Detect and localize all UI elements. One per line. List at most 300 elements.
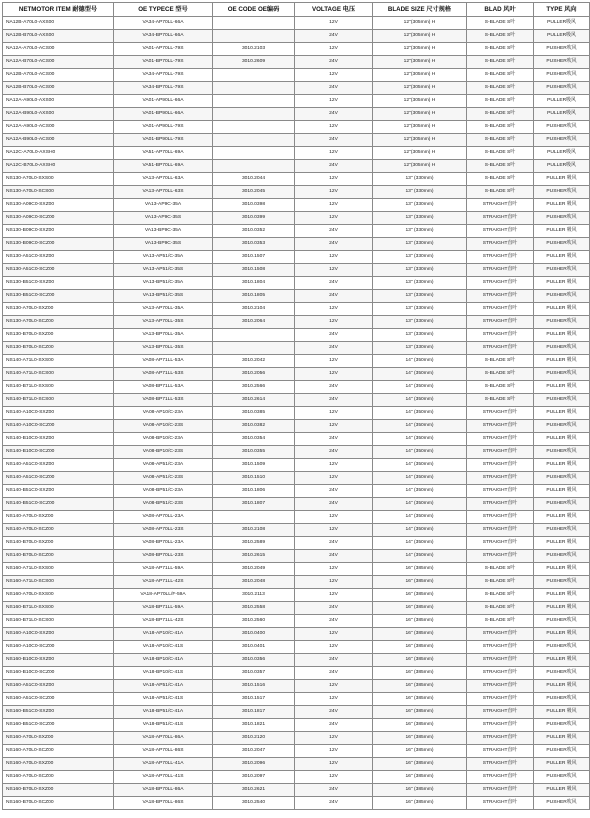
header-voltage: VOLTAGE 电压 xyxy=(295,3,373,17)
cell-oe-type: VA13-AP51/C-35S xyxy=(114,264,213,277)
cell-blade-size: 12"(305mm) H xyxy=(373,160,467,173)
cell-blade: STRAIGHT直叶 xyxy=(467,784,534,797)
cell-oe-code: 3010.2560 xyxy=(213,615,295,628)
cell-blade-size: 12"(305mm) H xyxy=(373,43,467,56)
cell-netmotor-item: NS130-A70L0-SCZ00 xyxy=(3,316,114,329)
cell-oe-code: 3010.1507 xyxy=(213,251,295,264)
table-row xyxy=(3,329,590,342)
cell-type: PUSHER吹风 xyxy=(534,56,590,69)
cell-oe-type: VA34-AP70LL-79S xyxy=(114,69,213,82)
cell-voltage: 24V xyxy=(295,433,373,446)
cell-oe-code: 3010.1517 xyxy=(213,693,295,706)
cell-blade: S-BLADE S叶 xyxy=(467,43,534,56)
table-row xyxy=(3,147,590,160)
cell-oe-type: VA13-AP70LL-35S xyxy=(114,316,213,329)
cell-oe-code: 3010.2104 xyxy=(213,303,295,316)
table-row xyxy=(3,745,590,758)
cell-blade-size: 12"(305mm) H xyxy=(373,82,467,95)
cell-netmotor-item: NS160-A70L0-SCZ00 xyxy=(3,745,114,758)
cell-oe-type: VA01-BP70LL-79S xyxy=(114,56,213,69)
cell-oe-type: VA18-BP51/C-41S xyxy=(114,719,213,732)
cell-blade-size: 13" (330mm) xyxy=(373,199,467,212)
cell-type: PUSHER吹风 xyxy=(534,69,590,82)
cell-oe-code xyxy=(213,69,295,82)
cell-voltage: 12V xyxy=(295,524,373,537)
cell-blade-size: 12"(305mm) H xyxy=(373,17,467,30)
cell-voltage: 12V xyxy=(295,186,373,199)
cell-oe-code: 3010.2609 xyxy=(213,56,295,69)
table-row xyxy=(3,316,590,329)
cell-oe-type: VA18-AP70LL-41A xyxy=(114,758,213,771)
cell-blade-size: 14" (350mm) xyxy=(373,446,467,459)
cell-oe-type: VA08-BP10/C-23A xyxy=(114,433,213,446)
table-row xyxy=(3,537,590,550)
table-row xyxy=(3,277,590,290)
cell-blade-size: 12"(305mm) H xyxy=(373,108,467,121)
cell-voltage: 24V xyxy=(295,615,373,628)
cell-oe-code: 3010.0401 xyxy=(213,641,295,654)
cell-blade: STRAIGHT直叶 xyxy=(467,420,534,433)
cell-type: PULLER 吸风 xyxy=(534,680,590,693)
cell-oe-type: VA08-BP70LL-23A xyxy=(114,537,213,550)
cell-netmotor-item: NA12B-A70L0-ACS00 xyxy=(3,69,114,82)
cell-blade-size: 16" (385mm) xyxy=(373,758,467,771)
cell-netmotor-item: NS130-B70L0-SCZ00 xyxy=(3,342,114,355)
table-row xyxy=(3,576,590,589)
cell-voltage: 12V xyxy=(295,368,373,381)
table-row xyxy=(3,342,590,355)
cell-blade-size: 14" (350mm) xyxy=(373,381,467,394)
cell-blade-size: 13" (330mm) xyxy=(373,342,467,355)
cell-oe-type: VA01-BP90LL-79S xyxy=(114,134,213,147)
table-row xyxy=(3,186,590,199)
cell-blade: STRAIGHT直叶 xyxy=(467,277,534,290)
cell-oe-type: VA08-BP71LL-53A xyxy=(114,381,213,394)
cell-blade-size: 16" (385mm) xyxy=(373,615,467,628)
cell-oe-code: 3010.2044 xyxy=(213,173,295,186)
cell-blade-size: 12"(305mm) H xyxy=(373,56,467,69)
cell-oe-code xyxy=(213,108,295,121)
cell-oe-code: 3010.1510 xyxy=(213,472,295,485)
cell-voltage: 24V xyxy=(295,134,373,147)
cell-blade: STRAIGHT直叶 xyxy=(467,199,534,212)
cell-netmotor-item: NS130-A51C0-SXZ00 xyxy=(3,251,114,264)
cell-oe-type: VA13-BP70LL-35S xyxy=(114,342,213,355)
cell-blade: STRAIGHT直叶 xyxy=(467,433,534,446)
cell-oe-code xyxy=(213,134,295,147)
cell-oe-type: VA18-BP71LL-59A xyxy=(114,602,213,615)
cell-oe-type: VA13-AP51/C-35A xyxy=(114,251,213,264)
cell-oe-type: VA18-AP51/C-41S xyxy=(114,693,213,706)
cell-blade-size: 14" (350mm) xyxy=(373,368,467,381)
cell-oe-code xyxy=(213,95,295,108)
cell-voltage: 12V xyxy=(295,589,373,602)
cell-oe-code: 3010.2113 xyxy=(213,589,295,602)
cell-netmotor-item: NS160-A71L0-SXS00 xyxy=(3,563,114,576)
cell-oe-type: VA34-BP70LL-66A xyxy=(114,30,213,43)
cell-oe-code xyxy=(213,511,295,524)
cell-type: PUSHER吹风 xyxy=(534,615,590,628)
cell-type: PULLER 吸风 xyxy=(534,563,590,576)
cell-blade: S-BLADE S叶 xyxy=(467,602,534,615)
table-row xyxy=(3,732,590,745)
cell-netmotor-item: NS140-B51C0-SCZ00 xyxy=(3,498,114,511)
cell-blade-size: 14" (350mm) xyxy=(373,420,467,433)
cell-blade-size: 14" (350mm) xyxy=(373,537,467,550)
cell-blade: S-BLADE S叶 xyxy=(467,173,534,186)
cell-blade-size: 16" (385mm) xyxy=(373,693,467,706)
cell-oe-type: VA08-BP70LL-23S xyxy=(114,550,213,563)
cell-type: PULLER 吸风 xyxy=(534,628,590,641)
table-row xyxy=(3,30,590,43)
cell-type: PUSHER吹风 xyxy=(534,134,590,147)
cell-blade: STRAIGHT直叶 xyxy=(467,745,534,758)
cell-oe-type: VA18-AP51/C-41A xyxy=(114,680,213,693)
cell-netmotor-item: NA12A-B90L0-AXS00 xyxy=(3,108,114,121)
table-row xyxy=(3,407,590,420)
cell-blade: STRAIGHT直叶 xyxy=(467,472,534,485)
table-row xyxy=(3,667,590,680)
cell-oe-code: 3010.2558 xyxy=(213,602,295,615)
cell-blade: STRAIGHT直叶 xyxy=(467,537,534,550)
cell-blade-size: 16" (385mm) xyxy=(373,732,467,745)
cell-oe-type: VA08-AP51/C-23A xyxy=(114,459,213,472)
table-row xyxy=(3,797,590,810)
table-row xyxy=(3,784,590,797)
cell-type: PULLER 吸风 xyxy=(534,329,590,342)
cell-voltage: 12V xyxy=(295,147,373,160)
table-row xyxy=(3,446,590,459)
table-row xyxy=(3,628,590,641)
cell-voltage: 12V xyxy=(295,732,373,745)
cell-netmotor-item: NS140-B10C0-SXZ00 xyxy=(3,433,114,446)
cell-type: PULLER吸风 xyxy=(534,108,590,121)
cell-blade: S-BLADE S叶 xyxy=(467,394,534,407)
cell-voltage: 24V xyxy=(295,550,373,563)
cell-voltage: 24V xyxy=(295,329,373,342)
cell-type: PULLER吸风 xyxy=(534,160,590,173)
cell-netmotor-item: NS140-B71L0-SCS00 xyxy=(3,394,114,407)
cell-oe-code xyxy=(213,342,295,355)
cell-netmotor-item: NS140-A51C0-SCZ00 xyxy=(3,472,114,485)
table-row xyxy=(3,758,590,771)
cell-voltage: 24V xyxy=(295,277,373,290)
cell-blade: S-BLADE S叶 xyxy=(467,121,534,134)
cell-blade: STRAIGHT直叶 xyxy=(467,329,534,342)
cell-oe-code: 3010.0356 xyxy=(213,654,295,667)
cell-oe-type: VA13-AP70LL-63A xyxy=(114,173,213,186)
cell-oe-type: VA13-AP9C-35S xyxy=(114,212,213,225)
cell-netmotor-item: NA12B-B70L0-AXS00 xyxy=(3,30,114,43)
table-row xyxy=(3,498,590,511)
cell-blade: STRAIGHT直叶 xyxy=(467,771,534,784)
cell-netmotor-item: NA12C-B70L0-AXSH0 xyxy=(3,160,114,173)
cell-blade-size: 13" (330mm) xyxy=(373,277,467,290)
cell-netmotor-item: NS160-B70L0-SCZ00 xyxy=(3,797,114,810)
cell-netmotor-item: NS160-A70L0-SXZ00 xyxy=(3,732,114,745)
cell-netmotor-item: NS140-A10C0-SCZ00 xyxy=(3,420,114,433)
table-row xyxy=(3,550,590,563)
cell-oe-code: 3010.2614 xyxy=(213,394,295,407)
table-row xyxy=(3,43,590,56)
cell-blade-size: 13" (330mm) xyxy=(373,238,467,251)
cell-netmotor-item: NS160-B71L0-SCS00 xyxy=(3,615,114,628)
cell-type: PUSHER吹风 xyxy=(534,719,590,732)
cell-blade: STRAIGHT直叶 xyxy=(467,407,534,420)
cell-type: PULLER 吸风 xyxy=(534,407,590,420)
cell-oe-code: 3010.2615 xyxy=(213,550,295,563)
cell-type: PUSHER吹风 xyxy=(534,771,590,784)
cell-blade: S-BLADE S叶 xyxy=(467,147,534,160)
table-row xyxy=(3,251,590,264)
cell-oe-code: 3010.1516 xyxy=(213,680,295,693)
cell-netmotor-item: NA12A-A70L0-ACS00 xyxy=(3,43,114,56)
cell-type: PULLER吸风 xyxy=(534,147,590,160)
cell-blade: STRAIGHT直叶 xyxy=(467,225,534,238)
cell-netmotor-item: NS160-B71L0-SXS00 xyxy=(3,602,114,615)
cell-type: PULLER 吸风 xyxy=(534,381,590,394)
cell-blade: STRAIGHT直叶 xyxy=(467,251,534,264)
cell-oe-code xyxy=(213,329,295,342)
table-row xyxy=(3,69,590,82)
table-row xyxy=(3,615,590,628)
table-row xyxy=(3,17,590,30)
cell-blade-size: 13" (330mm) xyxy=(373,186,467,199)
cell-type: PUSHER吹风 xyxy=(534,82,590,95)
table-row xyxy=(3,173,590,186)
cell-netmotor-item: NS140-A70L0-SXZ00 xyxy=(3,511,114,524)
cell-oe-type: VA18-AP71LL-59A xyxy=(114,563,213,576)
cell-oe-type: VA18-AP70LL-41S xyxy=(114,771,213,784)
cell-oe-type: VA08-BP51/C-23S xyxy=(114,498,213,511)
cell-voltage: 24V xyxy=(295,784,373,797)
cell-blade: S-BLADE S叶 xyxy=(467,56,534,69)
cell-netmotor-item: NS160-A70L0-SXZ00 xyxy=(3,758,114,771)
cell-oe-type: VA13-AP70LL-63S xyxy=(114,186,213,199)
cell-oe-type: VA01-AP90LL-79S xyxy=(114,121,213,134)
cell-type: PUSHER吹风 xyxy=(534,420,590,433)
cell-oe-type: VA18-AP70LL-86A xyxy=(114,732,213,745)
cell-type: PULLER 吸风 xyxy=(534,303,590,316)
cell-voltage: 24V xyxy=(295,160,373,173)
cell-blade: S-BLADE S叶 xyxy=(467,381,534,394)
cell-blade-size: 13" (330mm) xyxy=(373,303,467,316)
cell-oe-type: VA08-BP10/C-23S xyxy=(114,446,213,459)
header-oe-code: OE CODE OE编码 xyxy=(213,3,295,17)
cell-oe-code: 3010.2566 xyxy=(213,381,295,394)
cell-oe-code: 3010.2108 xyxy=(213,524,295,537)
cell-netmotor-item: NS130-B09C0-SXZ00 xyxy=(3,225,114,238)
cell-blade: STRAIGHT直叶 xyxy=(467,511,534,524)
header-blade-size: BLADE SIZE 尺寸规格 xyxy=(373,3,467,17)
cell-blade-size: 16" (385mm) xyxy=(373,667,467,680)
cell-voltage: 24V xyxy=(295,537,373,550)
cell-oe-type: VA08-AP70LL-23S xyxy=(114,524,213,537)
cell-blade-size: 14" (350mm) xyxy=(373,394,467,407)
cell-oe-type: VA08-AP10/C-23S xyxy=(114,420,213,433)
cell-type: PUSHER吹风 xyxy=(534,498,590,511)
cell-type: PULLER 吸风 xyxy=(534,459,590,472)
cell-oe-code: 3010.2049 xyxy=(213,563,295,576)
cell-oe-type: VA18-AP70LL/F-59A xyxy=(114,589,213,602)
cell-type: PULLER 吸风 xyxy=(534,732,590,745)
cell-oe-code: 3010.0382 xyxy=(213,420,295,433)
cell-blade-size: 13" (330mm) xyxy=(373,225,467,238)
cell-netmotor-item: NS140-B71L0-SXS00 xyxy=(3,381,114,394)
cell-type: PULLER 吸风 xyxy=(534,433,590,446)
cell-type: PULLER 吸风 xyxy=(534,758,590,771)
cell-blade: STRAIGHT直叶 xyxy=(467,316,534,329)
cell-oe-code: 3010.2621 xyxy=(213,784,295,797)
cell-blade-size: 16" (385mm) xyxy=(373,771,467,784)
cell-blade-size: 16" (385mm) xyxy=(373,641,467,654)
cell-oe-type: VA18-AP70LL-86S xyxy=(114,745,213,758)
table-row xyxy=(3,225,590,238)
cell-voltage: 12V xyxy=(295,121,373,134)
cell-oe-code: 3010.2103 xyxy=(213,43,295,56)
cell-type: PUSHER吹风 xyxy=(534,667,590,680)
cell-type: PULLER 吸风 xyxy=(534,277,590,290)
cell-blade-size: 16" (385mm) xyxy=(373,576,467,589)
cell-netmotor-item: NS160-B10C0-SXZ00 xyxy=(3,654,114,667)
cell-netmotor-item: NS130-A09C0-SXZ00 xyxy=(3,199,114,212)
cell-type: PULLER 吸风 xyxy=(534,602,590,615)
header-type: TYPE 风向 xyxy=(534,3,590,17)
cell-voltage: 12V xyxy=(295,407,373,420)
cell-oe-code xyxy=(213,147,295,160)
cell-voltage: 24V xyxy=(295,446,373,459)
cell-type: PUSHER吹风 xyxy=(534,121,590,134)
table-row xyxy=(3,771,590,784)
cell-oe-type: VA18-BP70LL-86A xyxy=(114,784,213,797)
cell-oe-code: 3010.0400 xyxy=(213,628,295,641)
cell-type: PULLER 吸风 xyxy=(534,173,590,186)
table-row xyxy=(3,56,590,69)
table-row xyxy=(3,394,590,407)
cell-netmotor-item: NA12C-A70L0-AXSH0 xyxy=(3,147,114,160)
cell-type: PULLER 吸风 xyxy=(534,654,590,667)
cell-type: PULLER吸风 xyxy=(534,95,590,108)
cell-blade: STRAIGHT直叶 xyxy=(467,706,534,719)
cell-blade-size: 13" (330mm) xyxy=(373,212,467,225)
cell-voltage: 24V xyxy=(295,238,373,251)
cell-voltage: 24V xyxy=(295,498,373,511)
cell-netmotor-item: NS140-A71L0-SCS00 xyxy=(3,368,114,381)
cell-oe-type: VA08-BP51/C-23A xyxy=(114,485,213,498)
cell-voltage: 12V xyxy=(295,680,373,693)
table-row xyxy=(3,199,590,212)
cell-blade: S-BLADE S叶 xyxy=(467,186,534,199)
table-row xyxy=(3,264,590,277)
cell-type: PUSHER吹风 xyxy=(534,550,590,563)
table-row xyxy=(3,303,590,316)
cell-netmotor-item: NS160-A70L0-SCZ00 xyxy=(3,771,114,784)
cell-netmotor-item: NS140-B70L0-SXZ00 xyxy=(3,537,114,550)
cell-netmotor-item: NA12A-B70L0-ACS00 xyxy=(3,56,114,69)
cell-type: PUSHER吹风 xyxy=(534,576,590,589)
cell-oe-type: VA01-AP90LL-66A xyxy=(114,95,213,108)
cell-netmotor-item: NS130-A70L0-SXZ00 xyxy=(3,303,114,316)
cell-type: PUSHER吹风 xyxy=(534,43,590,56)
cell-voltage: 12V xyxy=(295,420,373,433)
cell-oe-type: VA18-BP10/C-41A xyxy=(114,654,213,667)
table-body xyxy=(3,17,590,810)
cell-type: PUSHER吹风 xyxy=(534,342,590,355)
cell-blade-size: 12"(305mm) H xyxy=(373,147,467,160)
cell-blade: STRAIGHT直叶 xyxy=(467,732,534,745)
cell-oe-type: VA18-BP51/C-41A xyxy=(114,706,213,719)
cell-voltage: 12V xyxy=(295,771,373,784)
cell-oe-code: 3010.0385 xyxy=(213,407,295,420)
cell-blade-size: 16" (385mm) xyxy=(373,628,467,641)
table-row xyxy=(3,654,590,667)
cell-oe-code: 3010.1509 xyxy=(213,459,295,472)
cell-oe-code: 3010.2064 xyxy=(213,316,295,329)
cell-type: PUSHER吹风 xyxy=(534,212,590,225)
table-row xyxy=(3,459,590,472)
cell-blade: STRAIGHT直叶 xyxy=(467,667,534,680)
table-row xyxy=(3,693,590,706)
cell-blade: STRAIGHT直叶 xyxy=(467,238,534,251)
cell-type: PULLER吸风 xyxy=(534,30,590,43)
cell-blade-size: 12"(305mm) H xyxy=(373,121,467,134)
cell-voltage: 12V xyxy=(295,628,373,641)
cell-voltage: 12V xyxy=(295,95,373,108)
cell-oe-type: VA13-BP70LL-35A xyxy=(114,329,213,342)
cell-oe-type: VA34-BP70LL-79S xyxy=(114,82,213,95)
cell-netmotor-item: NS160-A51C0-SCZ00 xyxy=(3,693,114,706)
cell-voltage: 12V xyxy=(295,563,373,576)
cell-oe-code: 3010.2096 xyxy=(213,758,295,771)
cell-oe-code: 3010.2097 xyxy=(213,771,295,784)
cell-blade-size: 14" (350mm) xyxy=(373,355,467,368)
table-row xyxy=(3,368,590,381)
cell-voltage: 12V xyxy=(295,745,373,758)
cell-voltage: 12V xyxy=(295,251,373,264)
cell-blade: STRAIGHT直叶 xyxy=(467,264,534,277)
cell-voltage: 12V xyxy=(295,576,373,589)
cell-voltage: 24V xyxy=(295,394,373,407)
cell-blade: STRAIGHT直叶 xyxy=(467,446,534,459)
cell-blade-size: 13" (330mm) xyxy=(373,316,467,329)
cell-oe-type: VA13-BP51/C-35A xyxy=(114,277,213,290)
cell-oe-code: 3010.1805 xyxy=(213,290,295,303)
cell-blade-size: 12"(305mm) H xyxy=(373,30,467,43)
cell-oe-type: VA13-BP51/C-35S xyxy=(114,290,213,303)
cell-blade-size: 13" (330mm) xyxy=(373,251,467,264)
cell-blade-size: 16" (385mm) xyxy=(373,797,467,810)
header-blade: BLAD 风叶 xyxy=(467,3,534,17)
cell-voltage: 12V xyxy=(295,459,373,472)
cell-oe-type: VA18-AP10/C-41A xyxy=(114,628,213,641)
cell-voltage: 12V xyxy=(295,212,373,225)
cell-blade-size: 14" (350mm) xyxy=(373,524,467,537)
cell-netmotor-item: NA12A-A90L0-AXS00 xyxy=(3,95,114,108)
cell-voltage: 12V xyxy=(295,355,373,368)
cell-type: PUSHER吹风 xyxy=(534,238,590,251)
cell-blade-size: 16" (385mm) xyxy=(373,680,467,693)
cell-netmotor-item: NS160-B51C0-SCZ00 xyxy=(3,719,114,732)
table-row xyxy=(3,160,590,173)
cell-blade-size: 16" (385mm) xyxy=(373,706,467,719)
cell-type: PULLER 吸风 xyxy=(534,511,590,524)
cell-netmotor-item: NS140-A70L0-SCZ00 xyxy=(3,524,114,537)
cell-type: PULLER 吸风 xyxy=(534,355,590,368)
table-row xyxy=(3,472,590,485)
cell-netmotor-item: NS140-A51C0-SXZ00 xyxy=(3,459,114,472)
table-row xyxy=(3,563,590,576)
table-row xyxy=(3,134,590,147)
